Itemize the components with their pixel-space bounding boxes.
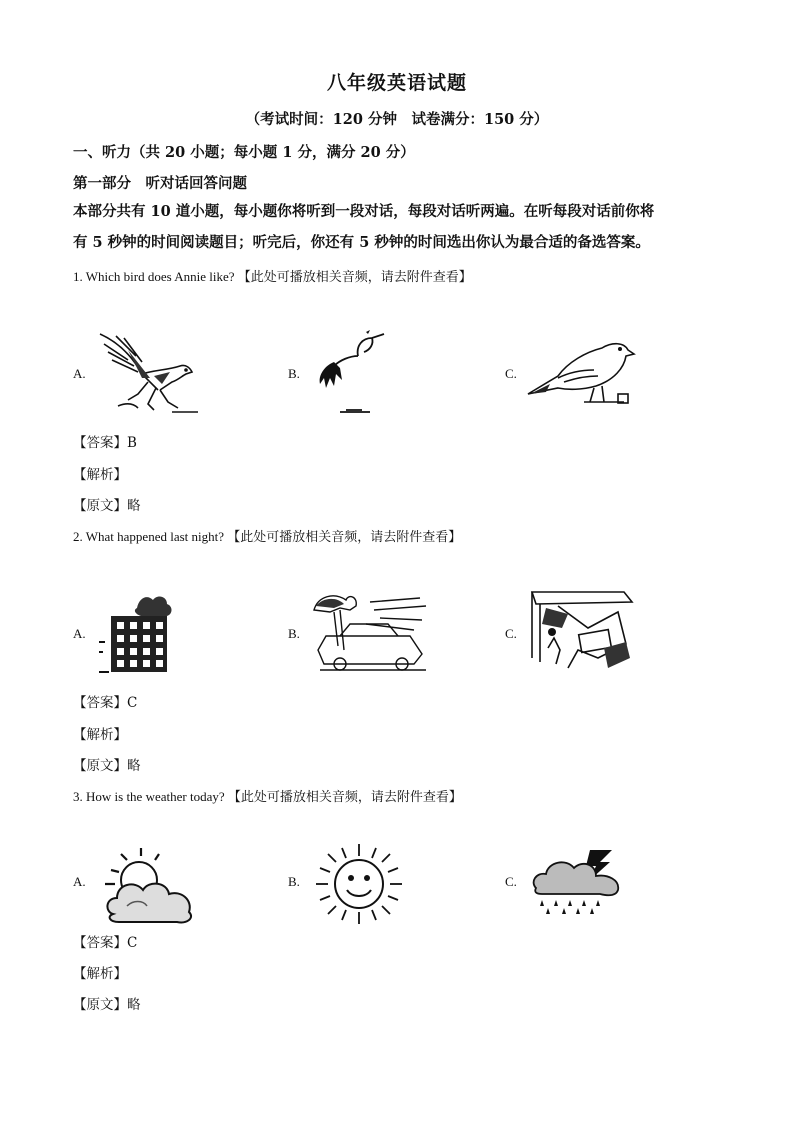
q1-analysis: 【解析】 (73, 467, 127, 483)
collapsed-house-icon[interactable] (528, 588, 636, 674)
eagle-icon[interactable] (98, 330, 200, 416)
q2-option-c-label: C. (505, 626, 517, 641)
question-1: 1. Which bird does Annie like? 【此处可播放相关音频，请去附件查看】 (73, 269, 472, 284)
q1-answer: 【答案】B (73, 435, 137, 451)
crane-icon[interactable] (310, 326, 402, 418)
q2-original: 【原文】略 (73, 758, 141, 774)
exam-info: （考试时间：120 分钟 试卷满分：150 分） (245, 111, 549, 128)
q1-option-a-label: A. (73, 366, 86, 381)
q1-option-b-label: B. (288, 366, 300, 381)
storm-car-icon[interactable] (310, 590, 430, 672)
q3-option-b-label: B. (288, 874, 300, 889)
q3-option-c-label: C. (505, 874, 517, 889)
q1-original: 【原文】略 (73, 498, 141, 514)
burning-building-icon[interactable] (97, 592, 185, 674)
q3-original: 【原文】略 (73, 997, 141, 1013)
page-title: 八年级英语试题 (326, 72, 467, 94)
thunderstorm-icon[interactable] (530, 848, 624, 918)
q2-option-b-label: B. (288, 626, 300, 641)
q3-analysis: 【解析】 (73, 966, 127, 982)
cloudy-sun-icon[interactable] (97, 844, 201, 926)
smiling-sun-icon[interactable] (312, 842, 406, 926)
q3-answer: 【答案】C (73, 935, 138, 951)
q1-option-c-label: C. (505, 366, 517, 381)
q2-answer: 【答案】C (73, 695, 138, 711)
part-heading: 第一部分 听对话回答问题 (73, 175, 247, 192)
q2-option-a-label: A. (73, 626, 86, 641)
instructions-line-2: 有 5 秒钟的时间阅读题目；听完后，你还有 5 秒钟的时间选出你认为最合适的备选答案。 (73, 234, 650, 251)
instructions-line-1: 本部分共有 10 道小题，每小题你将听到一段对话，每段对话听两遍。在听每段对话前你将 (73, 203, 655, 220)
question-2: 2. What happened last night? 【此处可播放相关音频，请去附件查看】 (73, 529, 462, 544)
q3-option-a-label: A. (73, 874, 86, 889)
section-heading: 一、听力（共 20 小题；每小题 1 分，满分 20 分） (73, 144, 415, 161)
sparrow-icon[interactable] (524, 332, 636, 410)
question-3: 3. How is the weather today? 【此处可播放相关音频，请去附件查看】 (73, 789, 462, 804)
q2-analysis: 【解析】 (73, 727, 127, 743)
